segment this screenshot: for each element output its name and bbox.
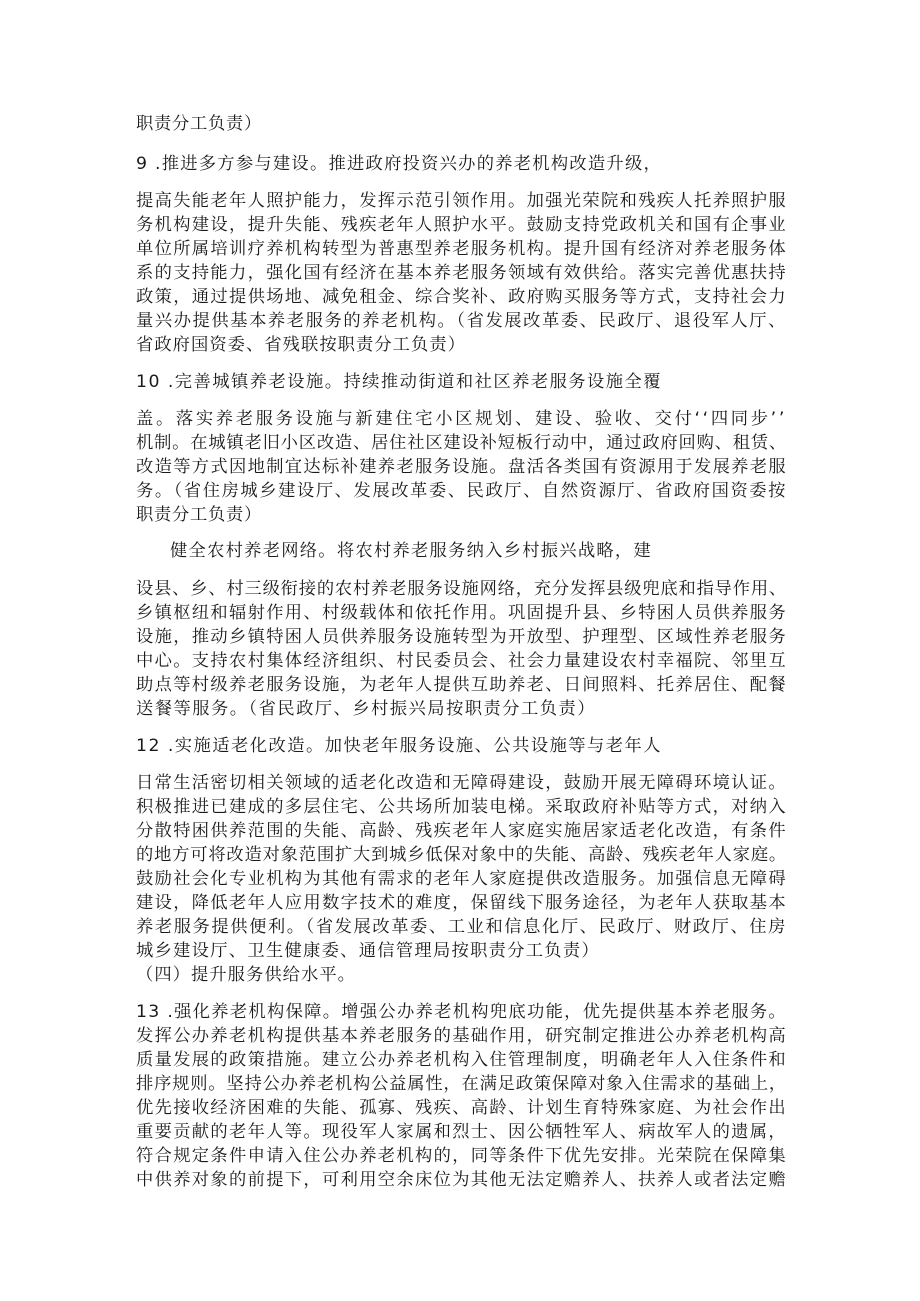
text-line: 盖。落实养老服务设施与新建住宅小区规划、建设、验收、交付‘‘四同步’’	[136, 409, 787, 429]
text-line: 质量发展的政策措施。建立公办养老机构入住管理制度，明确老年人入住条件和	[136, 1050, 787, 1070]
item-heading-12: 12 .实施适老化改造。加快老年服务设施、公共设施等与老年人	[136, 736, 662, 756]
text-line: 机制。在城镇老旧小区改造、居住社区建设补短板行动中，通过政府回购、租赁、	[136, 433, 787, 453]
text-line: 设施，推动乡镇特困人员供养服务设施转型为开放型、护理型、区域性养老服务	[136, 627, 787, 647]
text-line: 的地方可将改造对象范围扩大到城乡低保对象中的失能、高龄、残疾老年人家庭。	[136, 845, 787, 865]
text-line: 积极推进已建成的多层住宅、公共场所加装电梯。采取政府补贴等方式，对纳入	[136, 797, 787, 817]
item-heading-13: 13 .强化养老机构保障。增强公办养老机构兜底功能，优先提供基本养老服务。	[136, 1002, 787, 1022]
text-line: 送餐等服务。（省民政厅、乡村振兴局按职责分工负责）	[136, 699, 596, 719]
section-heading: （四）提升服务供给水平。	[136, 965, 356, 985]
text-line: 务机构建设，提升失能、残疾老年人照护水平。鼓励支持党政机关和国有企事业	[136, 215, 787, 235]
text-line: 单位所属培训疗养机构转型为普惠型养老服务机构。提升国有经济对养老服务体	[136, 239, 787, 259]
text-line: 职责分工负责）	[136, 114, 262, 134]
item-heading-10: 10 .完善城镇养老设施。持续推动街道和社区养老服务设施全覆	[136, 372, 662, 392]
text-line: 优先接收经济困难的失能、孤寡、残疾、高龄、计划生育特殊家庭、为社会作出	[136, 1098, 787, 1118]
text-line: 鼓励社会化专业机构为其他有需求的老年人家庭提供改造服务。加强信息无障碍	[136, 869, 787, 889]
item-heading-11: 健全农村养老网络。将农村养老服务纳入乡村振兴战略，建	[170, 541, 652, 561]
text-line: 养老服务提供便利。（省发展改革委、工业和信息化厅、民政厅、财政厅、住房	[136, 917, 787, 937]
text-line: 中供养对象的前提下，可利用空余床位为其他无法定赡养人、扶养人或者法定赡	[136, 1170, 787, 1190]
text-line: 建设，降低老年人应用数字技术的难度，保留线下服务途径，为老年人获取基本	[136, 893, 787, 913]
text-line: 改造等方式因地制宜达标补建养老服务设施。盘活各类国有资源用于发展养老服	[136, 457, 787, 477]
text-line: 日常生活密切相关领域的适老化改造和无障碍建设，鼓励开展无障碍环境认证。	[136, 773, 787, 793]
text-line: 量兴办提供基本养老服务的养老机构。（省发展改革委、民政厅、退役军人厅、	[136, 311, 787, 331]
text-line: 中心。支持农村集体经济组织、村民委员会、社会力量建设农村幸福院、邻里互	[136, 651, 787, 671]
text-line: 发挥公办养老机构提供基本养老服务的基础作用，研究制定推进公办养老机构高	[136, 1026, 787, 1046]
text-line: 提高失能老年人照护能力，发挥示范引领作用。加强光荣院和残疾人托养照护服	[136, 191, 787, 211]
text-line: 省政府国资委、省残联按职责分工负责）	[136, 335, 466, 355]
text-line: 城乡建设厅、卫生健康委、通信管理局按职责分工负责）	[136, 941, 600, 961]
text-line: 符合规定条件申请入住公办养老机构的，同等条件下优先安排。光荣院在保障集	[136, 1146, 787, 1166]
text-line: 政策，通过提供场地、减免租金、综合奖补、政府购买服务等方式，支持社会力	[136, 287, 787, 307]
text-line: 系的支持能力，强化国有经济在基本养老服务领域有效供给。落实完善优惠扶持	[136, 263, 787, 283]
text-line: 助点等村级养老服务设施，为老年人提供互助养老、日间照料、托养居住、配餐	[136, 675, 787, 695]
text-line: 务。（省住房城乡建设厅、发展改革委、民政厅、自然资源厅、省政府国资委按	[136, 481, 787, 501]
text-line: 职责分工负责）	[136, 505, 262, 525]
text-line: 乡镇枢纽和辐射作用、村级载体和依托作用。巩固提升县、乡特困人员供养服务	[136, 603, 787, 623]
text-line: 分散特困供养范围的失能、高龄、残疾老年人家庭实施居家适老化改造，有条件	[136, 821, 787, 841]
text-line: 排序规则。坚持公办养老机构公益属性，在满足政策保障对象入住需求的基础上，	[136, 1074, 787, 1094]
text-line: 重要贡献的老年人等。现役军人家属和烈士、因公牺牲军人、病故军人的遗属，	[136, 1122, 787, 1142]
item-heading-9: 9 .推进多方参与建设。推进政府投资兴办的养老机构改造升级，	[136, 154, 662, 174]
text-line: 设县、乡、村三级衔接的农村养老服务设施网络，充分发挥县级兜底和指导作用、	[136, 579, 787, 599]
